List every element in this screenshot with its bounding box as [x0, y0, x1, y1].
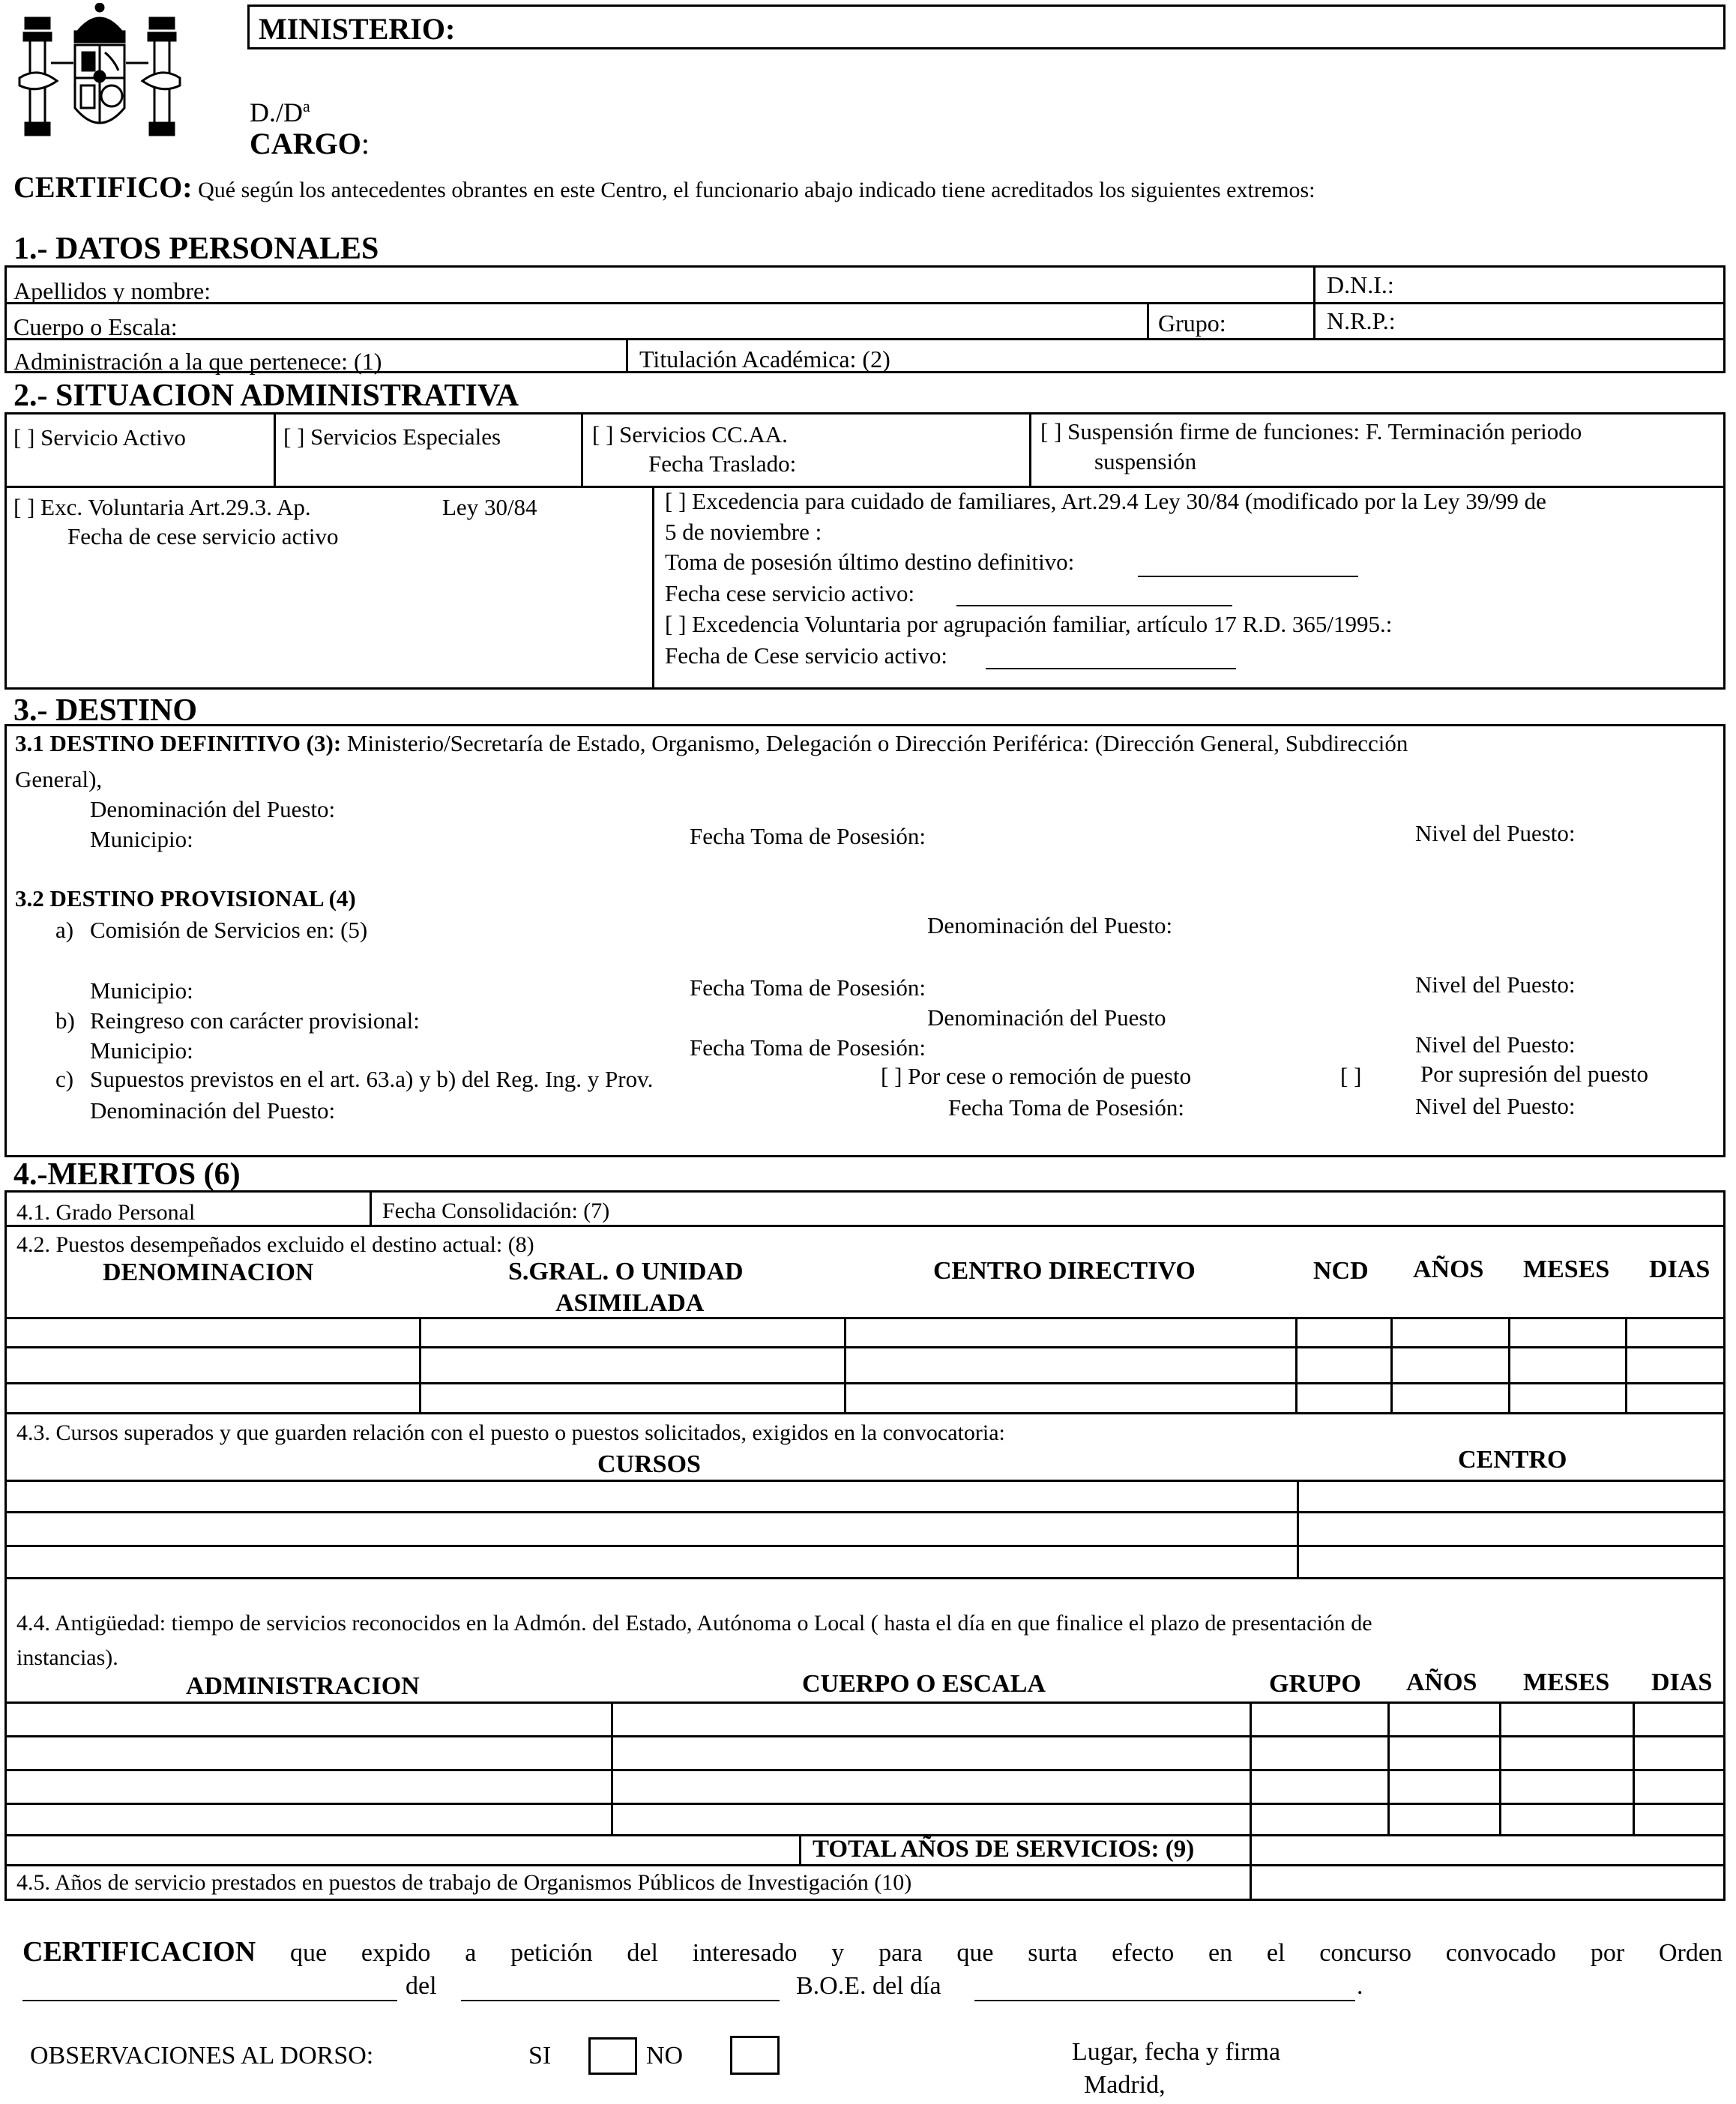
- cargo-label-colon: :: [361, 127, 370, 160]
- puestos-row[interactable]: [7, 1348, 1723, 1381]
- exc-familiares-text: 5 de noviembre :: [665, 519, 822, 545]
- cert-word: expido: [361, 1939, 431, 1967]
- total-anos-field[interactable]: [1252, 1836, 1723, 1863]
- supresion-text: Por supresión del puesto: [1420, 1061, 1648, 1087]
- servicio-activo-checkbox[interactable]: [ ] Servicio Activo: [13, 424, 186, 450]
- section-4-title: 4.-MERITOS (6): [13, 1157, 241, 1192]
- puestos-label: 4.2. Puestos desempeñados excluido el destino actual: (8): [16, 1232, 534, 1257]
- section-3-title: 3.- DESTINO: [13, 693, 198, 728]
- certificacion-line: [22, 1937, 1723, 1968]
- nrp-field[interactable]: N.R.P.:: [1327, 307, 1396, 334]
- def-nivel-field[interactable]: Nivel del Puesto:: [1415, 820, 1576, 846]
- puestos-col-centro: CENTRO DIRECTIVO: [933, 1257, 1196, 1285]
- cuerpo-field[interactable]: Cuerpo o Escala:: [13, 313, 178, 340]
- cert-word: surta: [1028, 1939, 1078, 1967]
- antiguedad-row[interactable]: [7, 1737, 1723, 1768]
- certifico-text: Qué según los antecedentes obrantes en este Centro, el funcionario abajo indicado tiene acreditados los siguientes extremos:: [198, 178, 1315, 202]
- dni-field[interactable]: D.N.I.:: [1327, 271, 1394, 298]
- cert-word: en: [1208, 1939, 1233, 1967]
- grupo-field[interactable]: Grupo:: [1158, 310, 1226, 337]
- c-item-label: c): [55, 1066, 74, 1092]
- cert-word: a: [465, 1939, 477, 1967]
- cert-word: que: [289, 1939, 328, 1967]
- toma-posesion-field[interactable]: Toma de posesión último destino definitivo:: [665, 549, 1075, 575]
- cursos-label: 4.3. Cursos superados y que guarden relación con el puesto o puestos solicitados, exigidos en la convocatoria:: [16, 1420, 1005, 1445]
- boe-blank[interactable]: [974, 2000, 1355, 2001]
- a-fecha-toma-field[interactable]: Fecha Toma de Posesión:: [690, 974, 926, 1001]
- def-fecha-toma-field[interactable]: Fecha Toma de Posesión:: [690, 823, 926, 849]
- cert-word: por: [1590, 1939, 1625, 1967]
- coat-of-arms-seal: [16, 3, 183, 141]
- administracion-field[interactable]: Administración a la que pertenece: (1): [13, 348, 382, 375]
- madrid-label: Madrid,: [1084, 2071, 1166, 2099]
- cert-word: que: [956, 1939, 994, 1967]
- dd-label-text: D./D: [250, 97, 303, 127]
- section-1-title: 1.- DATOS PERSONALES: [13, 232, 379, 266]
- cert-word: Orden: [1658, 1939, 1723, 1967]
- cert-word: efecto: [1112, 1939, 1175, 1967]
- cursos-row[interactable]: [7, 1482, 1723, 1510]
- apellidos-field[interactable]: Apellidos y nombre:: [13, 277, 211, 304]
- certificacion-label: CERTIFICACION: [22, 1936, 256, 1968]
- puestos-row[interactable]: [7, 1384, 1723, 1411]
- fecha-cese-activo2-field[interactable]: Fecha de Cese servicio activo:: [665, 642, 948, 669]
- del-label: del: [406, 1972, 437, 2000]
- a-nivel-field[interactable]: Nivel del Puesto:: [1415, 971, 1576, 998]
- cert-word: el: [1266, 1939, 1286, 1967]
- a-item-label: a): [55, 917, 74, 943]
- section-2-title: 2.- SITUACION ADMINISTRATIVA: [13, 379, 519, 413]
- cursos-row[interactable]: [7, 1513, 1723, 1544]
- destino-definitivo-label: 3.1 DESTINO DEFINITIVO (3):: [15, 730, 342, 756]
- lugar-fecha-firma-label: Lugar, fecha y firma: [1072, 2038, 1281, 2066]
- puestos-col-dias: DIAS: [1649, 1256, 1711, 1283]
- cursos-row[interactable]: [7, 1547, 1723, 1576]
- c-denominacion-field[interactable]: Denominación del Puesto:: [90, 1097, 336, 1124]
- exc-agrupacion-checkbox[interactable]: [ ] Excedencia Voluntaria por agrupación familiar, artículo 17 R.D. 365/1995.:: [665, 611, 1393, 637]
- cert-word: y: [831, 1939, 845, 1967]
- certifico-label: CERTIFICO:: [13, 170, 193, 204]
- fecha-cese-activo-field[interactable]: Fecha cese servicio activo:: [665, 580, 915, 606]
- antiguedad-row[interactable]: [7, 1771, 1723, 1802]
- boe-period: .: [1357, 1972, 1363, 2000]
- def-municipio-field[interactable]: Municipio:: [90, 826, 193, 852]
- opi-field[interactable]: [1252, 1866, 1723, 1899]
- titulacion-field[interactable]: Titulación Académica: (2): [639, 346, 890, 373]
- antig-col-grupo: GRUPO: [1269, 1670, 1361, 1698]
- antig-col-dias: DIAS: [1651, 1669, 1713, 1696]
- cert-word: del: [627, 1939, 658, 1967]
- no-label: NO: [646, 2042, 684, 2070]
- cursos-col-centro: CENTRO: [1458, 1446, 1567, 1474]
- boe-label: B.O.E. del día: [796, 1972, 941, 2000]
- antiguedad-row[interactable]: [7, 1704, 1723, 1734]
- antig-col-administracion: ADMINISTRACION: [186, 1672, 420, 1700]
- cert-word: concurso: [1319, 1939, 1411, 1967]
- a-item-text: Comisión de Servicios en: (5): [90, 917, 368, 943]
- fecha-consolidacion-field[interactable]: Fecha Consolidación: (7): [382, 1199, 610, 1223]
- c-nivel-field[interactable]: Nivel del Puesto:: [1415, 1093, 1576, 1119]
- destino-definitivo-text: Ministerio/Secretaría de Estado, Organismo, Delegación o Dirección Periférica: (Dirección General, Subdirección: [346, 730, 1408, 756]
- cert-word: petición: [510, 1939, 593, 1967]
- a-denominacion-field[interactable]: Denominación del Puesto:: [927, 912, 1173, 938]
- b-item-text: Reingreso con carácter provisional:: [90, 1007, 420, 1034]
- si-label: SI: [528, 2042, 552, 2070]
- cursos-col-cursos: CURSOS: [597, 1450, 701, 1478]
- orden-blank[interactable]: [22, 2000, 397, 2001]
- cargo-label: [250, 127, 370, 160]
- b-municipio-field[interactable]: Municipio:: [90, 1037, 193, 1064]
- puestos-col-sgral: S.GRAL. O UNIDAD: [508, 1258, 744, 1285]
- cargo-label-text: CARGO: [250, 127, 361, 160]
- antiguedad-label-2: instancias).: [16, 1645, 118, 1670]
- exc-voluntaria-checkbox[interactable]: [ ] Exc. Voluntaria Art.29.3. Ap.: [13, 494, 311, 520]
- c-fecha-toma-field[interactable]: Fecha Toma de Posesión:: [948, 1094, 1184, 1121]
- supresion-checkbox[interactable]: [ ]: [1340, 1063, 1362, 1089]
- total-anos-label: TOTAL AÑOS DE SERVICIOS: (9): [813, 1836, 1195, 1863]
- puestos-col-asimilada: ASIMILADA: [555, 1289, 705, 1317]
- cese-remocion-checkbox[interactable]: [ ] Por cese o remoción de puesto: [881, 1063, 1192, 1089]
- antiguedad-label: 4.4. Antigüedad: tiempo de servicios reconocidos en la Admón. del Estado, Autónoma o Local ( hasta el día en que finalice el plazo de presentación de: [16, 1611, 1372, 1636]
- ministerio-label: MINISTERIO:: [259, 12, 456, 46]
- ley-label: Ley 30/84: [442, 494, 537, 520]
- destino-definitivo-text2: General),: [15, 766, 103, 792]
- puestos-row[interactable]: [7, 1319, 1723, 1345]
- suspension-checkbox[interactable]: [ ] Suspensión firme de funciones: F. Terminación periodo: [1040, 418, 1582, 444]
- fecha-traslado-field[interactable]: Fecha Traslado:: [648, 450, 797, 477]
- servicios-ccaa-checkbox[interactable]: [ ] Servicios CC.AA.: [592, 421, 788, 447]
- cert-word: para: [878, 1939, 923, 1967]
- opi-label: 4.5. Años de servicio prestados en puestos de trabajo de Organismos Públicos de Investigación (10): [16, 1870, 912, 1895]
- cert-word: interesado: [692, 1939, 798, 1967]
- antiguedad-row[interactable]: [7, 1805, 1723, 1833]
- no-checkbox[interactable]: [730, 2036, 780, 2075]
- destino-definitivo-line: [15, 730, 1408, 757]
- antig-col-cuerpo: CUERPO O ESCALA: [802, 1670, 1046, 1698]
- puestos-col-anos: AÑOS: [1413, 1256, 1484, 1283]
- c-item-text: Supuestos previstos en el art. 63.a) y b) del Reg. Ing. y Prov.: [90, 1066, 654, 1092]
- servicios-especiales-checkbox[interactable]: [ ] Servicios Especiales: [283, 423, 501, 450]
- antig-col-anos: AÑOS: [1406, 1669, 1477, 1696]
- b-item-label: b): [55, 1007, 75, 1034]
- puestos-col-denominacion: DENOMINACION: [103, 1259, 314, 1286]
- b-denominacion-field[interactable]: Denominación del Puesto: [927, 1004, 1166, 1031]
- destino-provisional-label: 3.2 DESTINO PROVISIONAL (4): [15, 885, 356, 911]
- grado-personal-field[interactable]: 4.1. Grado Personal: [16, 1200, 196, 1225]
- b-nivel-field[interactable]: Nivel del Puesto:: [1415, 1031, 1576, 1058]
- suspension-text: suspensión: [1094, 448, 1197, 474]
- observaciones-label: OBSERVACIONES AL DORSO:: [30, 2042, 374, 2070]
- exc-familiares-checkbox[interactable]: [ ] Excedencia para cuidado de familiares, Art.29.4 Ley 30/84 (modificado por la Ley 39/99 de: [665, 488, 1546, 514]
- def-denominacion-field[interactable]: Denominación del Puesto:: [90, 796, 336, 822]
- dd-label: [250, 91, 310, 127]
- ministerio-field[interactable]: [247, 4, 1726, 49]
- a-municipio-field[interactable]: Municipio:: [90, 977, 193, 1004]
- dd-label-sup: a: [303, 97, 310, 115]
- puestos-col-meses: MESES: [1523, 1256, 1610, 1283]
- fecha-cese-field[interactable]: Fecha de cese servicio activo: [67, 523, 339, 549]
- si-checkbox[interactable]: [588, 2037, 637, 2075]
- cert-word: convocado: [1445, 1939, 1557, 1967]
- del-blank[interactable]: [461, 2000, 780, 2001]
- antig-col-meses: MESES: [1523, 1669, 1610, 1696]
- puestos-col-ncd: NCD: [1313, 1257, 1369, 1285]
- certifico-line: [13, 171, 1315, 207]
- b-fecha-toma-field[interactable]: Fecha Toma de Posesión:: [690, 1034, 926, 1061]
